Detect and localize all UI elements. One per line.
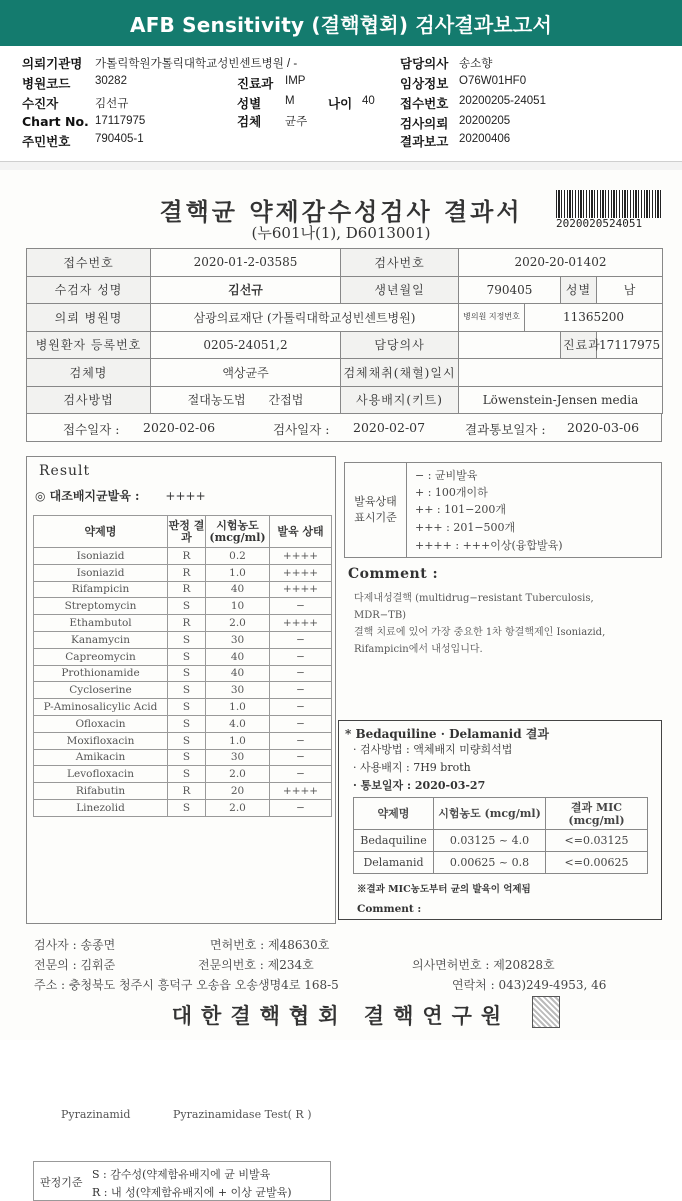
cell-label: 성별 [561,276,597,304]
cell-value: 남 [597,276,663,304]
info-label: 병원코드 [22,76,71,91]
cell-label: 검사번호 [341,249,459,277]
cell-label: 검체채취(채혈)일시 [341,359,459,387]
bedaquiline-comment: Comment : [357,903,422,915]
drug-judgment: S [168,799,206,816]
drug-concentration: 30 [206,682,270,699]
mic-drug: Bedaquiline [354,830,434,852]
cell-value: 삼광의료재단 (가톨릭대학교성빈센트병원) [151,304,459,332]
info-value: M [285,95,295,107]
table-row [34,732,332,749]
drug-concentration: 20 [206,783,270,800]
drug-concentration: 2.0 [206,615,270,632]
drug-growth: − [270,749,332,766]
comment-title: Comment : [348,566,439,582]
drug-judgment: R [168,548,206,565]
organization-name: 대한결핵협회 결핵연구원 [171,1003,511,1028]
cell-value [459,359,663,387]
bedaquiline-date: · 통보일자 : 2020-03-27 [353,779,486,792]
drug-name: Rifabutin [34,783,168,800]
footer-doctor-license: 의사면허번호 : 제20828호 [412,958,555,972]
drug-concentration: 1.0 [206,564,270,581]
method-1: 절대농도법 [187,393,246,408]
drug-name: Isoniazid [34,564,168,581]
mic-result: <=0.03125 [546,830,648,852]
cell-label: 의뢰 병원명 [27,304,151,332]
info-label: 의뢰기관명 [22,56,83,71]
drug-judgment: S [168,665,206,682]
test-date: 2020-02-07 [353,420,426,435]
seal-stamp-icon [532,996,560,1028]
table-row [34,631,332,648]
scanned-report-document [0,170,682,1199]
drug-judgment: S [168,749,206,766]
cell-value: 2020-01-2-03585 [151,249,341,277]
cell-label: 검사방법 [27,386,151,414]
drug-name: Levofloxacin [34,766,168,783]
cell-value: 17117975 [597,331,663,359]
drug-concentration: 40 [206,581,270,598]
footer-address: 주소 : 충청북도 청주시 흥덕구 오송읍 오송생명4로 168-5 [34,978,339,992]
growth-criteria-box [344,462,662,558]
cell-label: 진료과 [561,331,597,359]
cell-value: 790405 [459,276,561,304]
mic-table [353,797,648,874]
test-date-label: 검사일자 : [273,422,330,437]
receipt-date-label: 접수일자 : [63,422,120,437]
criteria-row: − : 균비발육 [415,469,478,482]
info-label: 나이 [328,96,353,111]
pyrazinamide-method: Pyrazinamidase Test( R ) [173,1108,312,1121]
table-row [34,699,332,716]
legend-r: R : 내 성(약제함유배지에 + 이상 균발육) [92,1186,292,1199]
info-label: 임상정보 [400,76,449,91]
info-label: 성별 [237,96,262,111]
table-row [34,783,332,800]
info-value: O76W01HF0 [459,75,527,87]
method-2: 간접법 [268,393,304,408]
footer-tester: 검사자 : 송종면 [34,938,116,952]
drug-judgment: R [168,581,206,598]
cell-value: 김선규 [151,276,341,304]
drug-concentration: 2.0 [206,799,270,816]
mic-drug: Delamanid [354,852,434,874]
footer-specialist-no: 전문의번호 : 제234호 [198,958,314,972]
col-header: 결과 MIC (mcg/ml) [546,798,648,830]
info-value: 40 [362,95,375,107]
table-row [354,830,648,852]
drug-judgment: R [168,564,206,581]
drug-growth: − [270,598,332,615]
drug-concentration: 0.2 [206,548,270,565]
cell-label: 담당의사 [341,331,459,359]
drug-name: Linezolid [34,799,168,816]
cell-value: 2020-20-01402 [459,249,663,277]
table-row [34,548,332,565]
info-label: 접수번호 [400,96,449,111]
drug-concentration: 40 [206,648,270,665]
drug-judgment: R [168,615,206,632]
pyrazinamide-row [33,1107,331,1123]
table-row [34,564,332,581]
drug-name: Amikacin [34,749,168,766]
info-value: 790405-1 [95,133,144,145]
patient-info-panel [0,46,682,162]
col-header: 약제명 [34,516,168,548]
criteria-row: +++ : 201−500개 [415,521,516,534]
info-value: 17117975 [95,115,146,127]
info-value: 20200205 [459,115,511,127]
mic-range: 0.03125 ~ 4.0 [434,830,546,852]
info-value: 송소향 [459,58,493,70]
table-row [34,766,332,783]
info-value: 가톨릭학원가톨릭대학교성빈센트병원 / - [95,58,298,70]
info-label: 검체 [237,114,262,129]
drug-growth: − [270,682,332,699]
drug-judgment: S [168,715,206,732]
cell-label: 병의원 지정번호 [459,304,525,332]
drug-growth: ++++ [270,615,332,632]
bedaquiline-media: · 사용배지 : 7H9 broth [353,761,471,774]
drug-judgment: S [168,631,206,648]
mic-range: 0.00625 ~ 0.8 [434,852,546,874]
info-label: 수진자 [22,96,59,111]
table-row [34,799,332,816]
control-growth [35,487,206,504]
info-value: 30282 [95,75,127,87]
info-label: 결과보고 [400,134,449,149]
drug-name: Cycloserine [34,682,168,699]
criteria-row: ++++ : +++이상(융합발육) [415,539,563,552]
legend-label: 판정기준 [40,1176,83,1189]
info-value: 20200406 [459,133,511,145]
col-header: 발육 상태 [270,516,332,548]
drug-judgment: S [168,732,206,749]
drug-growth: ++++ [270,783,332,800]
col-header: 시험농도 (mcg/ml) [434,798,546,830]
bedaquiline-delamanid-panel [338,720,662,920]
criteria-row: ++ : 101−200개 [415,503,506,516]
bedaquiline-title: * Bedaquiline · Delamanid 결과 [345,727,549,741]
drug-growth: ++++ [270,581,332,598]
drug-concentration: 1.0 [206,732,270,749]
cell-value: 11365200 [525,304,663,332]
table-row [34,581,332,598]
drug-growth: − [270,648,332,665]
notice-date: 2020-03-06 [567,420,640,435]
drug-growth: − [270,766,332,783]
drug-name: Streptomycin [34,598,168,615]
info-value: 균주 [285,116,308,128]
pyrazinamide-name: Pyrazinamid [61,1108,131,1121]
drug-growth: − [270,715,332,732]
table-row [34,665,332,682]
drug-judgment: R [168,783,206,800]
drug-table [33,515,332,817]
table-row [34,682,332,699]
col-header: 약제명 [354,798,434,830]
criteria-label [345,463,407,557]
drug-growth: − [270,631,332,648]
criteria-row: + : 100개이하 [415,486,488,499]
comment-line: MDR−TB) [354,610,407,621]
cell-value: Löwenstein-Jensen media [459,386,663,414]
patient-header-table [26,248,663,414]
report-title: AFB Sensitivity (결핵협회) 검사결과보고서 [130,12,552,37]
drug-growth: ++++ [270,548,332,565]
document-title: 결핵균 약제감수성검사 결과서 [159,197,523,226]
comment-line: 결핵 치료에 있어 가장 중요한 1차 항결핵제인 Isoniazid, [354,627,606,638]
footer-contact: 연락처 : 043)249-4953, 46 [452,978,607,992]
comment-text [354,590,654,658]
notice-date-label: 결과통보일자 : [465,422,546,437]
criteria-label-2: 표시기준 [354,511,397,524]
drug-judgment: S [168,766,206,783]
drug-name: Rifampicin [34,581,168,598]
drug-growth: − [270,799,332,816]
drug-name: Prothionamide [34,665,168,682]
info-value: IMP [285,75,306,87]
cell-value: 액상균주 [151,359,341,387]
info-label: 담당의사 [400,56,449,71]
comment-line: 다제내성결핵 (multidrug−resistant Tuberculosis, [354,593,594,604]
drug-name: Moxifloxacin [34,732,168,749]
table-row [34,598,332,615]
drug-growth: − [270,732,332,749]
drug-growth: ++++ [270,564,332,581]
drug-growth: − [270,699,332,716]
info-label: 진료과 [237,76,274,91]
drug-name: Kanamycin [34,631,168,648]
receipt-date: 2020-02-06 [143,420,216,435]
cell-value: 0205-24051,2 [151,331,341,359]
drug-name: Ethambutol [34,615,168,632]
cell-label: 사용배지(키트) [341,386,459,414]
barcode-number: 2020020524051 [556,217,643,230]
info-label: Chart No. [22,114,89,129]
cell-value [459,331,561,359]
drug-concentration: 1.0 [206,699,270,716]
info-label: 검사의뢰 [400,116,449,131]
drug-name: P-Aminosalicylic Acid [34,699,168,716]
cell-label: 검체명 [27,359,151,387]
drug-name: Isoniazid [34,548,168,565]
cell-label: 병원환자 등록번호 [27,331,151,359]
info-value: 20200205-24051 [459,95,546,107]
table-row [34,648,332,665]
drug-concentration: 30 [206,749,270,766]
drug-concentration: 40 [206,665,270,682]
drug-concentration: 30 [206,631,270,648]
cell-label: 수검자 성명 [27,276,151,304]
drug-name: Ofloxacin [34,715,168,732]
drug-concentration: 2.0 [206,766,270,783]
comment-line: Rifampicin에서 내성입니다. [354,644,483,655]
table-row [34,615,332,632]
cell-label: 생년월일 [341,276,459,304]
drug-name: Capreomycin [34,648,168,665]
table-row [34,715,332,732]
mic-result: <=0.00625 [546,852,648,874]
control-label: ◎ 대조배지균발육 : [35,489,140,503]
drug-judgment: S [168,598,206,615]
col-header: 판정 결과 [168,516,206,548]
divider [0,162,682,170]
control-value: ++++ [165,489,206,503]
drug-judgment: S [168,699,206,716]
drug-concentration: 4.0 [206,715,270,732]
legend-s: S : 감수성(약제함유배지에 균 비발육 [92,1168,271,1181]
drug-judgment: S [168,648,206,665]
bedaquiline-method: · 검사방법 : 액체배지 미량희석법 [353,743,513,756]
mic-note: ※결과 MIC농도부터 균의 발육이 억제됨 [357,884,531,895]
report-title-bar [0,0,682,46]
table-row [34,749,332,766]
info-value: 김선규 [95,98,129,110]
cell-label: 접수번호 [27,249,151,277]
result-title: Result [39,463,91,479]
dates-row [26,414,662,442]
drug-judgment: S [168,682,206,699]
judgment-legend [33,1161,331,1201]
drug-concentration: 10 [206,598,270,615]
document-subtitle: (누601나(1), D6013001) [251,224,431,242]
cell-value [151,386,341,414]
table-row [354,852,648,874]
footer-license: 면허번호 : 제48630호 [210,938,330,952]
col-header: 시험농도 (mcg/ml) [206,516,270,548]
drug-growth: − [270,665,332,682]
criteria-label-1: 발육상태 [354,495,397,508]
footer-specialist: 전문의 : 김휘준 [34,958,116,972]
info-label: 주민번호 [22,134,71,149]
